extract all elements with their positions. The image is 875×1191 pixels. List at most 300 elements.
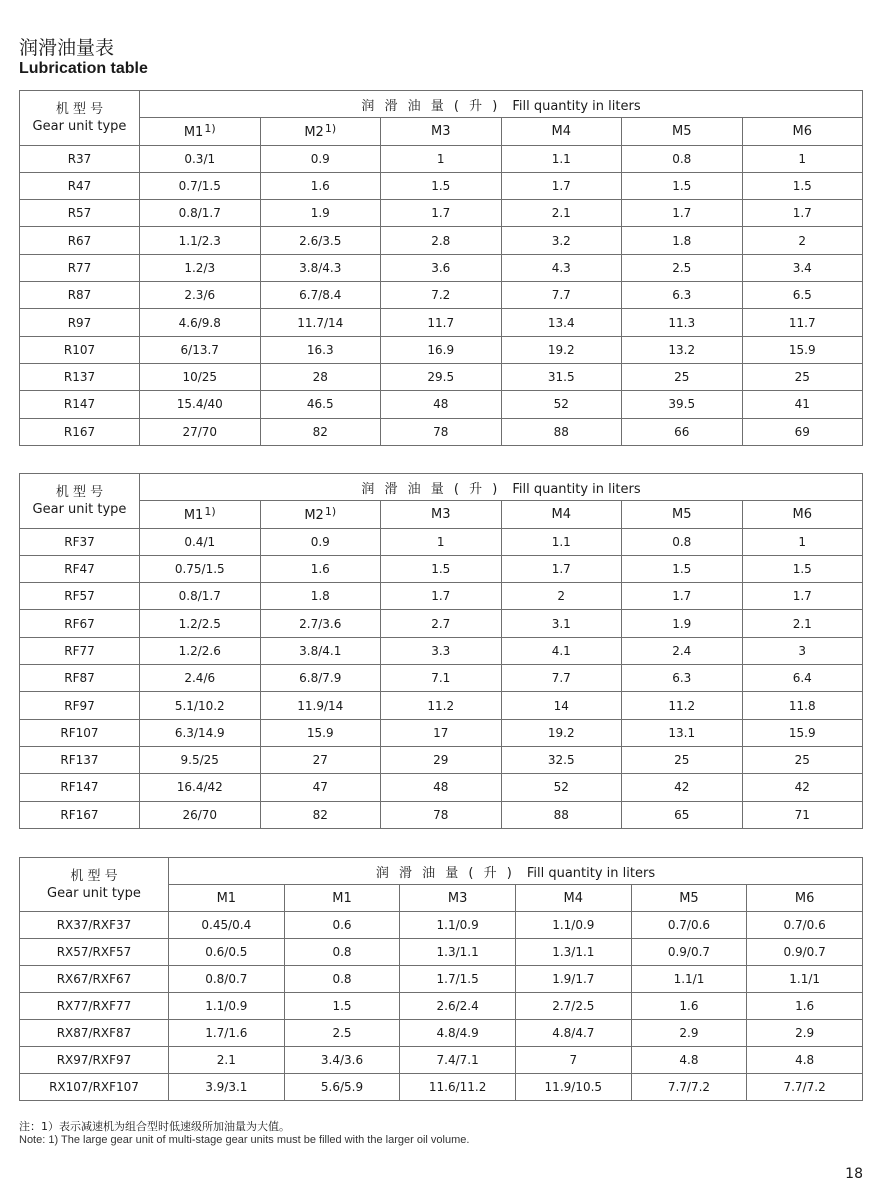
fill-quantity-cell: 11.6/11.2	[400, 1074, 516, 1101]
table-row	[20, 555, 863, 582]
fill-quantity-cell: 0.9/0.7	[747, 939, 863, 966]
table-row	[20, 692, 863, 719]
fill-quantity-cell: 42	[622, 774, 743, 801]
mounting-position-header	[400, 885, 516, 912]
mounting-position-header	[381, 501, 502, 528]
footnote-en: Note: 1) The large gear unit of multi-stage gear units must be filled with the larger oil volume.	[19, 1134, 470, 1146]
footnote-cn: 注：1）表示减速机为组合型时低速级所加油量为大值。	[19, 1120, 290, 1133]
fill-quantity-cell: 3.8/4.3	[260, 254, 381, 281]
fill-quantity-cell: 26/70	[140, 801, 261, 828]
page-number: 18	[845, 1166, 863, 1182]
fill-quantity-cell: 11.8	[742, 692, 863, 719]
gear-unit-type-cell: RX107/RXF107	[20, 1074, 169, 1101]
fill-quantity-cell: 1.8	[260, 583, 381, 610]
table-row	[20, 801, 863, 828]
fill-quantity-cell: 14	[501, 692, 622, 719]
fill-quantity-cell: 6.5	[742, 282, 863, 309]
fill-quantity-cell: 3.8/4.1	[260, 637, 381, 664]
fill-quantity-cell: 25	[742, 363, 863, 390]
fill-quantity-cell: 3.9/3.1	[169, 1074, 285, 1101]
gear-unit-type-header	[20, 91, 140, 146]
fill-quantity-cell: 0.7/0.6	[631, 912, 747, 939]
fill-quantity-cell: 7.1	[381, 665, 502, 692]
fill-quantity-cell: 2.8	[381, 227, 502, 254]
fill-quantity-cell: 2.4	[622, 637, 743, 664]
fill-quantity-cell: 0.8	[284, 939, 400, 966]
fill-quantity-cell: 48	[381, 391, 502, 418]
fill-quantity-cell: 6/13.7	[140, 336, 261, 363]
fill-quantity-cell: 2.1	[742, 610, 863, 637]
table-row	[20, 363, 863, 390]
fill-quantity-cell: 1.1/0.9	[515, 912, 631, 939]
fill-quantity-cell: 16.4/42	[140, 774, 261, 801]
fill-quantity-cell: 10/25	[140, 363, 261, 390]
gear-unit-type-cell: R87	[20, 282, 140, 309]
fill-quantity-cell: 0.6	[284, 912, 400, 939]
header-row	[20, 858, 863, 885]
fill-quantity-cell: 1.6	[260, 555, 381, 582]
gear-unit-type-cell: RF57	[20, 583, 140, 610]
fill-quantity-cell: 1.3/1.1	[400, 939, 516, 966]
table-row	[20, 610, 863, 637]
lubrication-table-r	[19, 90, 863, 446]
fill-quantity-cell: 1.1	[501, 528, 622, 555]
fill-quantity-cell: 15.9	[742, 336, 863, 363]
table-row	[20, 1020, 863, 1047]
fill-quantity-cell: 4.8	[747, 1047, 863, 1074]
corner-label-cn: 机 型 号	[55, 101, 104, 117]
fill-quantity-cell: 88	[501, 418, 622, 445]
gear-unit-type-cell: RF97	[20, 692, 140, 719]
mounting-position-label: M5	[672, 123, 692, 139]
fill-quantity-cell: 4.8/4.7	[515, 1020, 631, 1047]
table-row	[20, 200, 863, 227]
fill-quantity-cell: 3	[742, 637, 863, 664]
gear-unit-type-cell: RF37	[20, 528, 140, 555]
mounting-position-header	[622, 118, 743, 145]
mounting-position-header	[140, 118, 261, 145]
fill-quantity-cell: 1.6	[260, 172, 381, 199]
fill-quantity-cell: 46.5	[260, 391, 381, 418]
fill-quantity-cell: 48	[381, 774, 502, 801]
gear-unit-type-cell: RF137	[20, 746, 140, 773]
fill-quantity-cell: 0.8	[622, 528, 743, 555]
fill-quantity-cell: 1	[742, 528, 863, 555]
fill-quantity-cell: 11.7	[381, 309, 502, 336]
fill-quantity-cell: 25	[622, 363, 743, 390]
table-row	[20, 774, 863, 801]
fill-quantity-cell: 13.2	[622, 336, 743, 363]
fill-quantity-cell: 11.9/14	[260, 692, 381, 719]
fill-quantity-cell: 1.5	[622, 555, 743, 582]
mounting-position-label: M6	[794, 890, 815, 906]
fill-quantity-cell: 0.3/1	[140, 145, 261, 172]
mounting-position-label: M5	[672, 506, 692, 522]
fill-quantity-cell: 1.9	[622, 610, 743, 637]
fill-quantity-cell: 1.9/1.7	[515, 966, 631, 993]
fill-quantity-label-cn: 润 滑 油 量 ( 升 )	[361, 98, 501, 114]
fill-quantity-cell: 4.8	[631, 1047, 747, 1074]
gear-unit-type-cell: R37	[20, 145, 140, 172]
fill-quantity-cell: 2.5	[622, 254, 743, 281]
corner-label-cn: 机 型 号	[55, 484, 104, 500]
fill-quantity-cell: 15.9	[742, 719, 863, 746]
fill-quantity-cell: 6.3	[622, 282, 743, 309]
gear-unit-type-cell: RF67	[20, 610, 140, 637]
gear-unit-type-cell: RF167	[20, 801, 140, 828]
corner-label-cn: 机 型 号	[70, 868, 118, 884]
table-row	[20, 939, 863, 966]
fill-quantity-cell: 7.7/7.2	[747, 1074, 863, 1101]
fill-quantity-cell: 2.6/3.5	[260, 227, 381, 254]
fill-quantity-cell: 66	[622, 418, 743, 445]
fill-quantity-cell: 0.8/1.7	[140, 200, 261, 227]
fill-quantity-cell: 1.5	[622, 172, 743, 199]
table-row	[20, 665, 863, 692]
fill-quantity-cell: 11.2	[381, 692, 502, 719]
fill-quantity-cell: 16.3	[260, 336, 381, 363]
fill-quantity-cell: 1.2/2.6	[140, 637, 261, 664]
fill-quantity-cell: 0.7/1.5	[140, 172, 261, 199]
mounting-position-header	[501, 501, 622, 528]
fill-quantity-cell: 6.8/7.9	[260, 665, 381, 692]
mounting-position-header	[747, 885, 863, 912]
gear-unit-type-cell: R97	[20, 309, 140, 336]
fill-quantity-cell: 25	[742, 746, 863, 773]
fill-quantity-cell: 69	[742, 418, 863, 445]
fill-quantity-cell: 1.1/1	[747, 966, 863, 993]
gear-unit-type-cell: R147	[20, 391, 140, 418]
fill-quantity-cell: 4.1	[501, 637, 622, 664]
fill-quantity-cell: 29	[381, 746, 502, 773]
fill-quantity-cell: 88	[501, 801, 622, 828]
fill-quantity-header	[169, 858, 863, 885]
fill-quantity-cell: 6.3/14.9	[140, 719, 261, 746]
mounting-position-label: M6	[792, 123, 812, 139]
fill-quantity-cell: 25	[622, 746, 743, 773]
fill-quantity-cell: 19.2	[501, 719, 622, 746]
fill-quantity-label-en: Fill quantity in liters	[526, 865, 656, 881]
mounting-position-label: M3	[431, 123, 451, 139]
fill-quantity-cell: 1.7	[381, 200, 502, 227]
fill-quantity-cell: 65	[622, 801, 743, 828]
fill-quantity-cell: 7.7/7.2	[631, 1074, 747, 1101]
lubrication-table-rf	[19, 473, 863, 829]
fill-quantity-header	[140, 474, 863, 501]
table-row	[20, 993, 863, 1020]
fill-quantity-cell: 1.1/0.9	[169, 993, 285, 1020]
mounting-position-header	[381, 118, 502, 145]
mounting-position-label: M1	[183, 508, 204, 524]
fill-quantity-cell: 15.4/40	[140, 391, 261, 418]
gear-unit-type-cell: R107	[20, 336, 140, 363]
fill-quantity-cell: 1.1/0.9	[400, 912, 516, 939]
mounting-position-header	[742, 118, 863, 145]
fill-quantity-cell: 1.6	[747, 993, 863, 1020]
fill-quantity-cell: 0.7/0.6	[747, 912, 863, 939]
gear-unit-type-cell: R57	[20, 200, 140, 227]
fill-quantity-cell: 1.2/3	[140, 254, 261, 281]
fill-quantity-cell: 1.7	[742, 583, 863, 610]
fill-quantity-cell: 2.7/3.6	[260, 610, 381, 637]
fill-quantity-label-en: Fill quantity in liters	[512, 481, 641, 497]
mounting-position-label: M5	[679, 890, 699, 906]
gear-unit-type-cell: R67	[20, 227, 140, 254]
header-row	[20, 91, 863, 118]
fill-quantity-cell: 27/70	[140, 418, 261, 445]
table-row	[20, 637, 863, 664]
fill-quantity-cell: 3.4	[742, 254, 863, 281]
gear-unit-type-cell: RX97/RXF97	[20, 1047, 169, 1074]
footnote-marker: 1)	[324, 122, 337, 136]
table-row	[20, 1047, 863, 1074]
fill-quantity-cell: 2.7/2.5	[515, 993, 631, 1020]
fill-quantity-cell: 7.7	[501, 282, 622, 309]
mounting-position-row	[20, 501, 863, 528]
fill-quantity-cell: 1.1/1	[631, 966, 747, 993]
fill-quantity-cell: 3.4/3.6	[284, 1047, 400, 1074]
footnote-marker: 1)	[324, 505, 337, 519]
mounting-position-label: M1	[216, 890, 237, 906]
fill-quantity-cell: 5.6/5.9	[284, 1074, 400, 1101]
mounting-position-label: M1	[332, 890, 352, 906]
fill-quantity-cell: 2.9	[747, 1020, 863, 1047]
fill-quantity-cell: 0.8/0.7	[169, 966, 285, 993]
fill-quantity-cell: 7.2	[381, 282, 502, 309]
fill-quantity-cell: 16.9	[381, 336, 502, 363]
fill-quantity-cell: 1.7	[381, 583, 502, 610]
fill-quantity-cell: 17	[381, 719, 502, 746]
fill-quantity-cell: 0.8	[284, 966, 400, 993]
fill-quantity-cell: 71	[742, 801, 863, 828]
fill-quantity-cell: 9.5/25	[140, 746, 261, 773]
fill-quantity-label-cn: 润 滑 油 量 ( 升 )	[375, 865, 515, 881]
table-row	[20, 254, 863, 281]
fill-quantity-cell: 27	[260, 746, 381, 773]
fill-quantity-cell: 82	[260, 801, 381, 828]
gear-unit-type-cell: RF107	[20, 719, 140, 746]
fill-quantity-cell: 4.6/9.8	[140, 309, 261, 336]
fill-quantity-cell: 78	[381, 801, 502, 828]
fill-quantity-cell: 7.4/7.1	[400, 1047, 516, 1074]
gear-unit-type-cell: RF87	[20, 665, 140, 692]
fill-quantity-cell: 0.75/1.5	[140, 555, 261, 582]
gear-unit-type-cell: RX37/RXF37	[20, 912, 169, 939]
lubrication-table-rx	[19, 857, 863, 1101]
mounting-position-header	[622, 501, 743, 528]
table-row	[20, 172, 863, 199]
mounting-position-label: M4	[551, 506, 571, 522]
gear-unit-type-header	[20, 858, 169, 912]
fill-quantity-cell: 82	[260, 418, 381, 445]
fill-quantity-cell: 7	[515, 1047, 631, 1074]
fill-quantity-cell: 11.7	[742, 309, 863, 336]
mounting-position-label: M4	[563, 890, 584, 906]
fill-quantity-cell: 2.9	[631, 1020, 747, 1047]
gear-unit-type-cell: RF77	[20, 637, 140, 664]
fill-quantity-cell: 1.6	[631, 993, 747, 1020]
fill-quantity-label-cn: 润 滑 油 量 ( 升 )	[361, 481, 501, 497]
corner-label-en: Gear unit type	[47, 885, 141, 901]
table-row	[20, 583, 863, 610]
fill-quantity-cell: 2.3/6	[140, 282, 261, 309]
fill-quantity-cell: 29.5	[381, 363, 502, 390]
fill-quantity-cell: 1.7	[742, 200, 863, 227]
fill-quantity-cell: 11.3	[622, 309, 743, 336]
gear-unit-type-header	[20, 474, 140, 529]
table-row	[20, 282, 863, 309]
fill-quantity-cell: 0.9	[260, 528, 381, 555]
fill-quantity-cell: 11.2	[622, 692, 743, 719]
fill-quantity-cell: 3.2	[501, 227, 622, 254]
fill-quantity-cell: 1.5	[742, 555, 863, 582]
fill-quantity-cell: 0.4/1	[140, 528, 261, 555]
fill-quantity-label-en: Fill quantity in liters	[512, 98, 641, 114]
fill-quantity-cell: 5.1/10.2	[140, 692, 261, 719]
fill-quantity-cell: 2	[501, 583, 622, 610]
fill-quantity-cell: 0.45/0.4	[169, 912, 285, 939]
fill-quantity-cell: 3.6	[381, 254, 502, 281]
gear-unit-type-cell: R137	[20, 363, 140, 390]
table-row	[20, 1074, 863, 1101]
fill-quantity-cell: 52	[501, 774, 622, 801]
fill-quantity-cell: 1.8	[622, 227, 743, 254]
fill-quantity-cell: 13.4	[501, 309, 622, 336]
fill-quantity-cell: 39.5	[622, 391, 743, 418]
mounting-position-header	[169, 885, 285, 912]
mounting-position-label: M2	[304, 508, 324, 524]
page-title-cn: 润滑油量表	[19, 37, 115, 59]
gear-unit-type-cell: RF47	[20, 555, 140, 582]
fill-quantity-cell: 1.5	[284, 993, 400, 1020]
table-row	[20, 966, 863, 993]
fill-quantity-cell: 2.7	[381, 610, 502, 637]
mounting-position-label: M6	[792, 506, 812, 522]
fill-quantity-cell: 6.7/8.4	[260, 282, 381, 309]
gear-unit-type-cell: RX77/RXF77	[20, 993, 169, 1020]
fill-quantity-cell: 3.1	[501, 610, 622, 637]
gear-unit-type-cell: RX57/RXF57	[20, 939, 169, 966]
fill-quantity-cell: 15.9	[260, 719, 381, 746]
mounting-position-header	[501, 118, 622, 145]
fill-quantity-cell: 47	[260, 774, 381, 801]
fill-quantity-cell: 0.6/0.5	[169, 939, 285, 966]
fill-quantity-cell: 0.9/0.7	[631, 939, 747, 966]
mounting-position-label: M4	[551, 123, 571, 139]
fill-quantity-cell: 1.1/2.3	[140, 227, 261, 254]
gear-unit-type-cell: RX67/RXF67	[20, 966, 169, 993]
fill-quantity-cell: 1.9	[260, 200, 381, 227]
table-row	[20, 336, 863, 363]
fill-quantity-cell: 0.8/1.7	[140, 583, 261, 610]
footnote-marker: 1)	[204, 505, 216, 519]
fill-quantity-cell: 4.8/4.9	[400, 1020, 516, 1047]
fill-quantity-cell: 1	[381, 528, 502, 555]
footnote-marker: 1)	[204, 122, 216, 136]
fill-quantity-cell: 4.3	[501, 254, 622, 281]
fill-quantity-cell: 1.7	[501, 555, 622, 582]
fill-quantity-cell: 1	[381, 145, 502, 172]
fill-quantity-cell: 1.7	[622, 583, 743, 610]
fill-quantity-cell: 2.4/6	[140, 665, 261, 692]
fill-quantity-header	[140, 91, 863, 118]
fill-quantity-cell: 0.8	[622, 145, 743, 172]
header-row	[20, 474, 863, 501]
table-row	[20, 391, 863, 418]
fill-quantity-cell: 42	[742, 774, 863, 801]
fill-quantity-cell: 0.9	[260, 145, 381, 172]
fill-quantity-cell: 1.3/1.1	[515, 939, 631, 966]
table-row	[20, 145, 863, 172]
fill-quantity-cell: 1	[742, 145, 863, 172]
mounting-position-header	[260, 501, 381, 528]
fill-quantity-cell: 11.9/10.5	[515, 1074, 631, 1101]
mounting-position-label: M3	[431, 506, 451, 522]
fill-quantity-cell: 3.3	[381, 637, 502, 664]
fill-quantity-cell: 19.2	[501, 336, 622, 363]
fill-quantity-cell: 32.5	[501, 746, 622, 773]
fill-quantity-cell: 2.1	[169, 1047, 285, 1074]
mounting-position-row	[20, 118, 863, 145]
fill-quantity-cell: 78	[381, 418, 502, 445]
mounting-position-header	[742, 501, 863, 528]
gear-unit-type-cell: RF147	[20, 774, 140, 801]
fill-quantity-cell: 1.5	[742, 172, 863, 199]
fill-quantity-cell: 2.1	[501, 200, 622, 227]
fill-quantity-cell: 2	[742, 227, 863, 254]
fill-quantity-cell: 2.5	[284, 1020, 400, 1047]
fill-quantity-cell: 6.3	[622, 665, 743, 692]
mounting-position-label: M3	[447, 890, 468, 906]
mounting-position-header	[140, 501, 261, 528]
fill-quantity-cell: 6.4	[742, 665, 863, 692]
fill-quantity-cell: 13.1	[622, 719, 743, 746]
fill-quantity-cell: 1.2/2.5	[140, 610, 261, 637]
mounting-position-header	[284, 885, 400, 912]
mounting-position-header	[515, 885, 631, 912]
fill-quantity-cell: 1.7	[622, 200, 743, 227]
corner-label-en: Gear unit type	[32, 118, 127, 134]
fill-quantity-cell: 1.7/1.5	[400, 966, 516, 993]
fill-quantity-cell: 2.6/2.4	[400, 993, 516, 1020]
table-row	[20, 719, 863, 746]
gear-unit-type-cell: R47	[20, 172, 140, 199]
gear-unit-type-cell: RX87/RXF87	[20, 1020, 169, 1047]
fill-quantity-cell: 1.5	[381, 555, 502, 582]
table-row	[20, 528, 863, 555]
mounting-position-header	[260, 118, 381, 145]
mounting-position-header	[631, 885, 747, 912]
table-row	[20, 227, 863, 254]
gear-unit-type-cell: R77	[20, 254, 140, 281]
fill-quantity-cell: 1.5	[381, 172, 502, 199]
corner-label-en: Gear unit type	[32, 501, 127, 517]
fill-quantity-cell: 1.1	[501, 145, 622, 172]
table-row	[20, 309, 863, 336]
table-row	[20, 746, 863, 773]
fill-quantity-cell: 41	[742, 391, 863, 418]
fill-quantity-cell: 7.7	[501, 665, 622, 692]
mounting-position-label: M2	[304, 125, 324, 141]
fill-quantity-cell: 1.7	[501, 172, 622, 199]
table-row	[20, 912, 863, 939]
table-row	[20, 418, 863, 445]
fill-quantity-cell: 11.7/14	[260, 309, 381, 336]
page-title-en: Lubrication table	[19, 60, 148, 77]
fill-quantity-cell: 28	[260, 363, 381, 390]
mounting-position-label: M1	[183, 125, 204, 141]
fill-quantity-cell: 31.5	[501, 363, 622, 390]
